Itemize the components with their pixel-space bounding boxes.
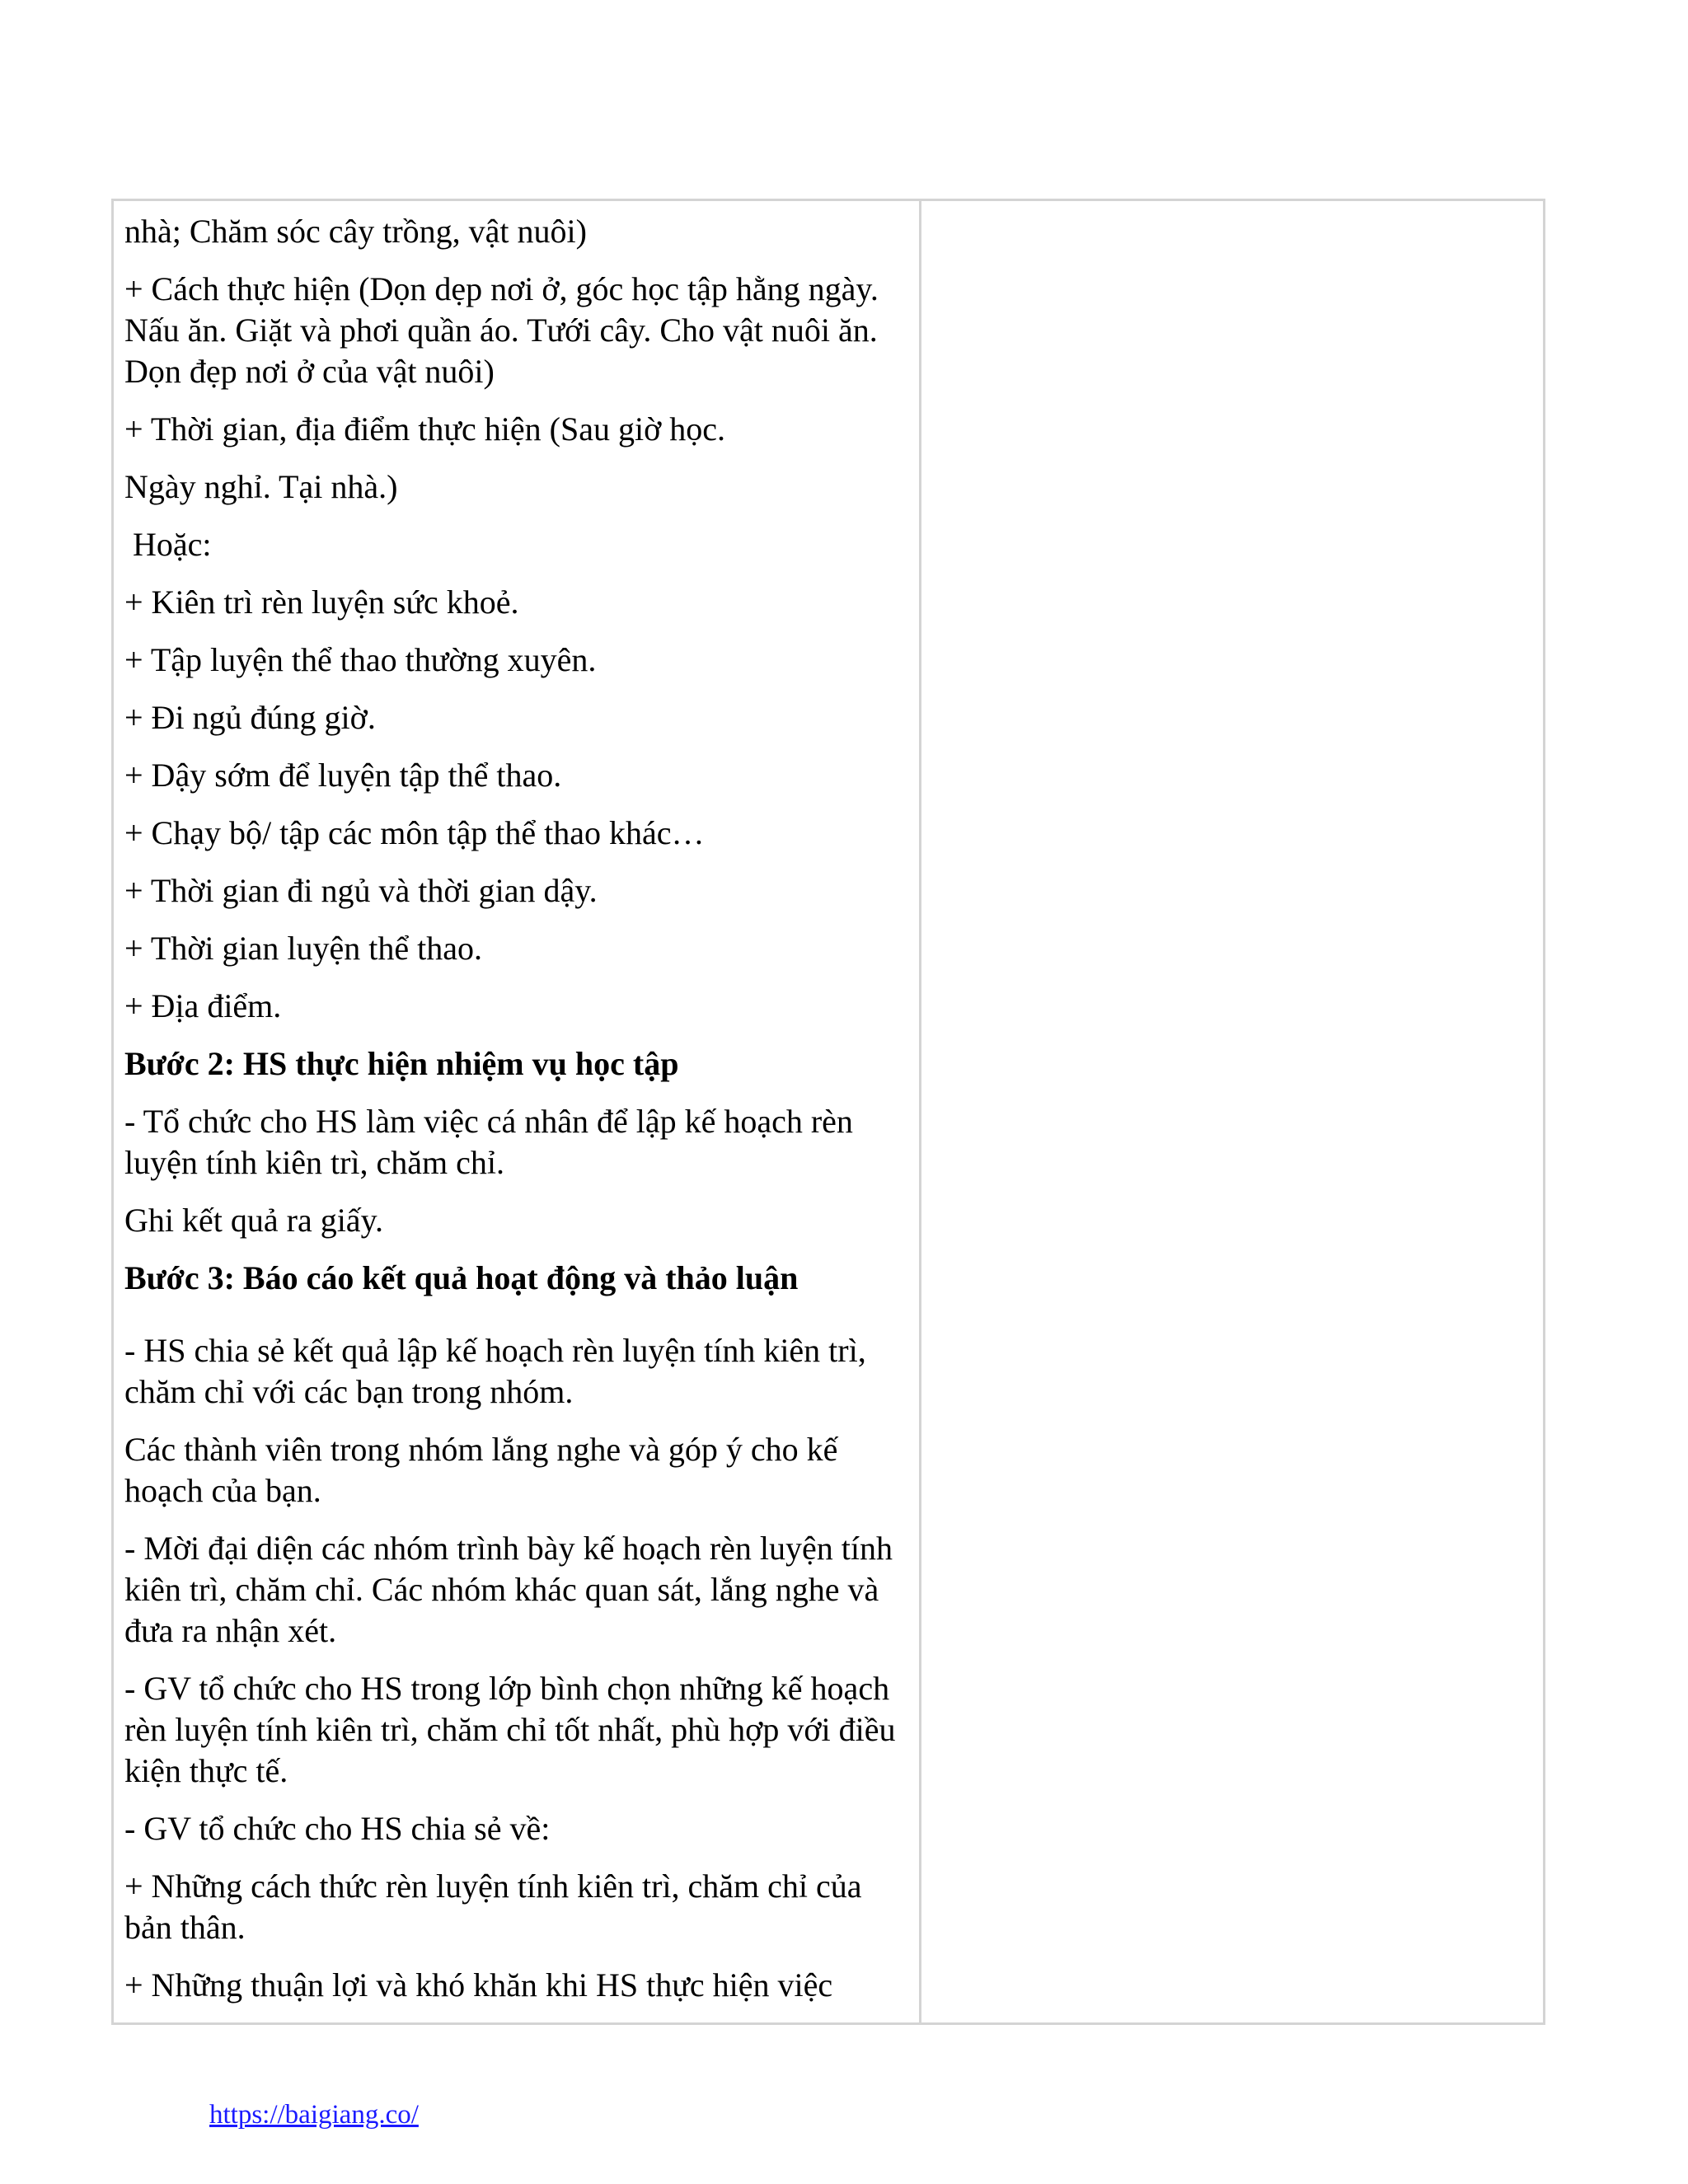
text-line: - Tổ chức cho HS làm việc cá nhân để lập kế hoạch rèn luyện tính kiên trì, chăm chỉ. xyxy=(124,1103,853,1181)
text-line: + Chạy bộ/ tập các môn tập thể thao khác… xyxy=(124,814,705,851)
step-heading: Bước 3: Báo cáo kết quả hoạt động và thảo luận xyxy=(124,1259,799,1296)
activity-column xyxy=(114,201,921,2022)
text-line: + Thời gian, địa điểm thực hiện (Sau giờ học. xyxy=(124,410,726,448)
text-line: Hoặc: xyxy=(124,526,212,563)
text-line: Các thành viên trong nhóm lắng nghe và góp ý cho kế hoạch của bạn. xyxy=(124,1431,838,1509)
text-line: + Kiên trì rèn luyện sức khoẻ. xyxy=(124,583,519,621)
text-line: + Tập luyện thể thao thường xuyên. xyxy=(124,641,597,678)
text-line: + Dậy sớm để luyện tập thể thao. xyxy=(124,757,562,794)
text-line: Ghi kết quả ra giấy. xyxy=(124,1202,383,1239)
text-line: + Những cách thức rèn luyện tính kiên trì, chăm chỉ của bản thân. xyxy=(124,1868,862,1946)
footer-link[interactable]: https://baigiang.co/ xyxy=(209,2100,419,2130)
text-line: - GV tổ chức cho HS chia sẻ về: xyxy=(124,1810,551,1847)
text-line: - Mời đại diện các nhóm trình bày kế hoạch rèn luyện tính kiên trì, chăm chỉ. Các nhóm khác quan sát, lắng nghe và đưa ra nhận xét. xyxy=(124,1530,893,1649)
text-line: + Thời gian đi ngủ và thời gian dậy. xyxy=(124,872,598,909)
notes-column xyxy=(921,201,1543,2022)
text-line: Ngày nghỉ. Tại nhà.) xyxy=(124,468,398,505)
content-table xyxy=(111,199,1545,2025)
text-line: + Thời gian luyện thể thao. xyxy=(124,930,483,967)
text-line: - HS chia sẻ kết quả lập kế hoạch rèn luyện tính kiên trì, chăm chỉ với các bạn trong nhóm. xyxy=(124,1332,866,1410)
text-line: + Đi ngủ đúng giờ. xyxy=(124,699,376,736)
text-line: - GV tổ chức cho HS trong lớp bình chọn những kế hoạch rèn luyện tính kiên trì, chăm chỉ tốt nhất, phù hợp với điều kiện thực tế. xyxy=(124,1670,896,1789)
text-line: + Những thuận lợi và khó khăn khi HS thực hiện việc xyxy=(124,1966,833,2004)
text-line: + Địa điểm. xyxy=(124,987,282,1024)
text-line: + Cách thực hiện (Dọn dẹp nơi ở, góc học tập hằng ngày. Nấu ăn. Giặt và phơi quần áo. Tưới cây. Cho vật nuôi ăn. Dọn đẹp nơi ở của vật nuôi) xyxy=(124,270,879,390)
step-heading: Bước 2: HS thực hiện nhiệm vụ học tập xyxy=(124,1045,679,1082)
text-line: nhà; Chăm sóc cây trồng, vật nuôi) xyxy=(124,213,587,250)
